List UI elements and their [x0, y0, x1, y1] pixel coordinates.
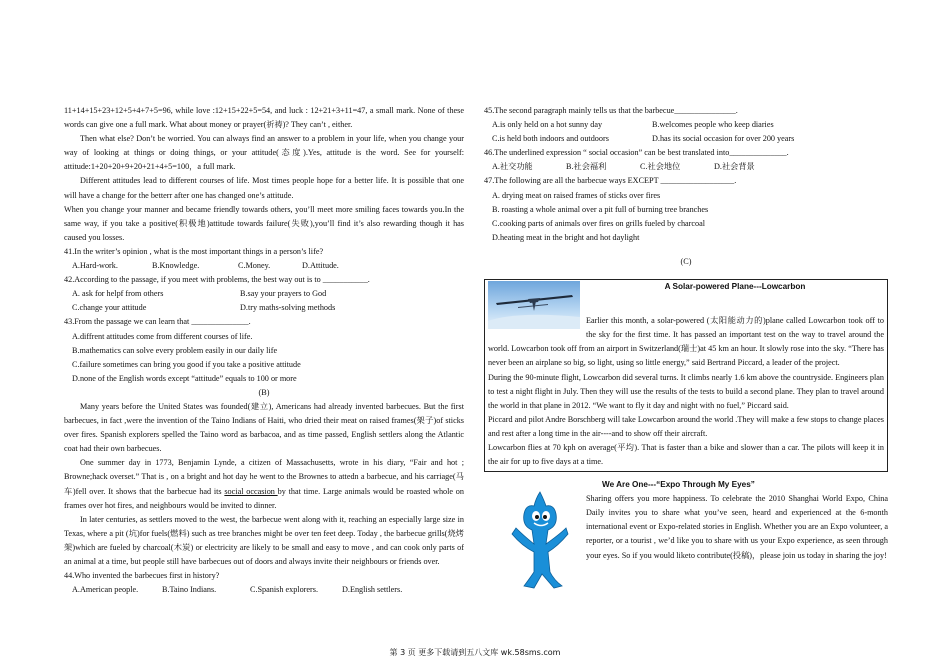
passage-b-paragraph-1: Many years before the United States was founded(建立), Americans had already invented barbecues. But the first barbecues, in fact ,were the invention of the Taino Indians of Haiti, who dried their meat on raised frames(架子)of sticks over fires. Spanish explorers spelled the Taino word as barbacoa, and as time passed, English settlers along the Atlantic coat had their own barbecues. [64, 401, 464, 454]
question-47: 47.The following are all the barbecue ways EXCEPT __________________. [484, 176, 737, 186]
paragraph-1: 11+14+15+23+12+5+4+7+5=96, while love :12+15+22+5=54, and luck : 12+21+3+11=47, a small mark. None of these words can give one a full mark. What about money or prayer(祈祷)? They can’t , either. [64, 106, 464, 130]
b2-text-after: by that time. Large animals would be roasted whole on frames over hot fires, and neighbours would be invited to dinner. [64, 486, 464, 510]
left-column [64, 104, 464, 597]
option-45-c: C.is held both indoors and outdoors [492, 134, 609, 144]
paragraph-4: When you change your manner and became friendly towards others, you’ll meet more smiling faces towards you.In the same way, if you take a positive(积极地)attitude towards failure(失败),you’ll find it’s also rewarding though it has caused you losses. [64, 204, 464, 242]
section-c-heading: (C) [680, 256, 692, 266]
haibao-mascot-icon [510, 488, 570, 592]
option-45-d: D.has its social occasion for over 200 years [652, 134, 795, 144]
option-41-b: B.Knowledge. [152, 261, 200, 271]
option-42-b: B.say your prayers to God [240, 289, 327, 299]
option-42-c: C.change your attitude [72, 303, 147, 313]
option-45-b: B.welcomes people who keep diaries [652, 120, 774, 130]
question-45-options-row1 [484, 118, 888, 132]
option-43-a: A.diffrent attitudes come from different courses of life. [72, 331, 253, 341]
option-47-c: C.cooking parts of animals over fires on grills fueled by charcoal [492, 218, 706, 228]
passage-c-paragraph-4: Lowcarbon flies at 70 kph on average(平均). That is faster than a bike and slower than a car. The pilots will keep it in the air for up to five days at a time. [488, 442, 884, 467]
question-42-options-row2 [64, 301, 464, 315]
option-42-d: D.try maths-solving methods [240, 303, 336, 313]
question-42: 42.According to the passage, if you meet with problems, the best way out is to ___________. [64, 275, 370, 285]
option-47-a: A. drying meat on raised frames of sticks over fires [492, 190, 661, 200]
option-44-b: B.Taino Indians. [162, 585, 217, 595]
option-41-a: A.Hard-work. [72, 261, 118, 271]
option-46-b: B.社会福利 [566, 162, 607, 172]
option-44-a: A.American people. [72, 585, 139, 595]
solar-plane-photo-icon [488, 281, 580, 329]
question-43: 43.From the passage we can learn that ______________. [64, 317, 251, 327]
option-43-d: D.none of the English words except “attitude” equals to 100 or more [72, 373, 297, 383]
option-41-d: D.Attitude. [302, 261, 339, 271]
question-45-options-row2 [484, 132, 888, 146]
paragraph-2: Then what else? Don’t be worried. You can always find an answer to a problem in your life, when you change your way of looking at things or doing things, or your attitude(态度).Yes, attitude is the word. See for yourself: attitude:1+20+20+9+20+21+4+5=100，a full mark. [64, 134, 464, 172]
passage-c-title: A Solar-powered Plane---Lowcarbon [664, 282, 806, 292]
paragraph-3: Different attitudes lead to different courses of life. Most times people hope for a better life. It is possible that one will have a change for the betterr after one has changed one’s attitude. [64, 176, 464, 200]
expo-title: We Are One---“Expo Through My Eyes” [602, 480, 755, 490]
option-46-c: C.社会地位 [640, 162, 681, 172]
right-column [484, 104, 888, 598]
expo-text: Sharing offers you more happiness. To celebrate the 2010 Shanghai World Expo, China Daily invites you to share what you’ve seen, heard and experienced at the 6-month international event or Expo-related stories in English. Whether you are an Expo volunteer, a reporter, or a tourist , we’d like you to share with us your Expo experience, as seen through your eyes. So if you would liketo contribute(投稿)，please join us today in sharing the joy! [586, 494, 888, 560]
b2-text-before: One summer day in 1773, Benjamin Lynde, a citizen of Massachusetts, wrote in his diary, “Fair and hot ; Browne;hack overset.” That is , on a bright and hot day he went to the Brownes to attedn a barbecue, and his carriage(马车)fell over. It shows that the barbecue had its [64, 458, 464, 496]
option-43-c: C.failure sometimes can bring you good if you take a positive attitude [72, 359, 301, 369]
option-46-a: A.社交功能 [492, 162, 533, 172]
section-b-heading: (B) [258, 387, 270, 397]
option-46-d: D.社会背景 [714, 162, 755, 172]
option-42-a: A. ask for helpf from others [72, 289, 164, 299]
passage-c-box [484, 279, 888, 472]
page-footer: 第 3 页 更多下载请到五八文库 wk.58sms.com [389, 648, 561, 657]
question-46: 46.The underlined expression “ social occasion” can be best translated into______________. [484, 148, 789, 158]
question-44-options [64, 583, 464, 597]
question-46-options [484, 160, 888, 174]
option-44-c: C.Spanish explorers. [250, 585, 318, 595]
expo-section [484, 478, 888, 598]
question-42-options-row1 [64, 287, 464, 301]
option-47-d: D.heating meat in the bright and hot daylight [492, 232, 640, 242]
passage-c-paragraph-1-text: Earlier this month, a solar-powered (太阳能动力的)plane called Lowcarbon took off to the sky for the first time. It has passed an important test on the way to travel around the world. Lowcarbon took off from an airport in Switzerland(瑞士)at 45 km an hour. It slowly rose into the sky. “There has never been an airplane so big, so light, using so little energy,” said Bertrand Piccard, a leader of the project. [488, 316, 884, 368]
option-47-b: B. roasting a whole animal over a pit full of burning tree branches [492, 204, 709, 214]
passage-c-paragraph-2: During the 90-minute flight, Lowcarbon did several turns. It climbs nearly 1.6 km above the countryside. Engineers plan to test a night flight in July. Then they will use the results of the tests to build a second plane. They plan to travel around the world in that plane in 2012. “We want to fly it day and night with no fuel,” Piccard said. [488, 372, 884, 410]
question-41: 41.In the writer’s opinion , what is the most important things in a person’s life? [64, 246, 324, 256]
option-44-d: D.English settlers. [342, 585, 403, 595]
passage-b-paragraph-2 [64, 456, 464, 512]
question-45: 45.The second paragraph mainly tells us that the barbecue_______________. [484, 106, 738, 115]
question-41-options [64, 259, 464, 273]
option-43-b: B.mathematics can solve every problem easily in our daily life [72, 345, 278, 355]
option-41-c: C.Money. [238, 261, 271, 271]
question-44: 44.Who invented the barbecues first in history? [64, 571, 220, 581]
option-45-a: A.is only held on a hot sunny day [492, 120, 603, 130]
passage-b-paragraph-3: In later centuries, as settlers moved to the west, the barbecue went along with it, reaching an especially large size in Texas, where a pit (坑)for fuels(燃料) such as tree branches might be over ten feet deep. Today , the barbecue grills(烧烤架)which are fueled by charcoal(木炭) or electricity are likely to be small and easy to move , and can cook only parts of an animal at a time, but people still have barbecues out of doors and always invite their neighbours or friends over. [64, 514, 464, 566]
social-occasion-underlined: social occasion [224, 486, 278, 496]
passage-c-paragraph-3: Piccard and pilot Andre Borschberg will take Lowcarbon around the world .They will make a few stops to change places and rest after a long time in the air----and to show off their aircraft. [488, 414, 884, 438]
